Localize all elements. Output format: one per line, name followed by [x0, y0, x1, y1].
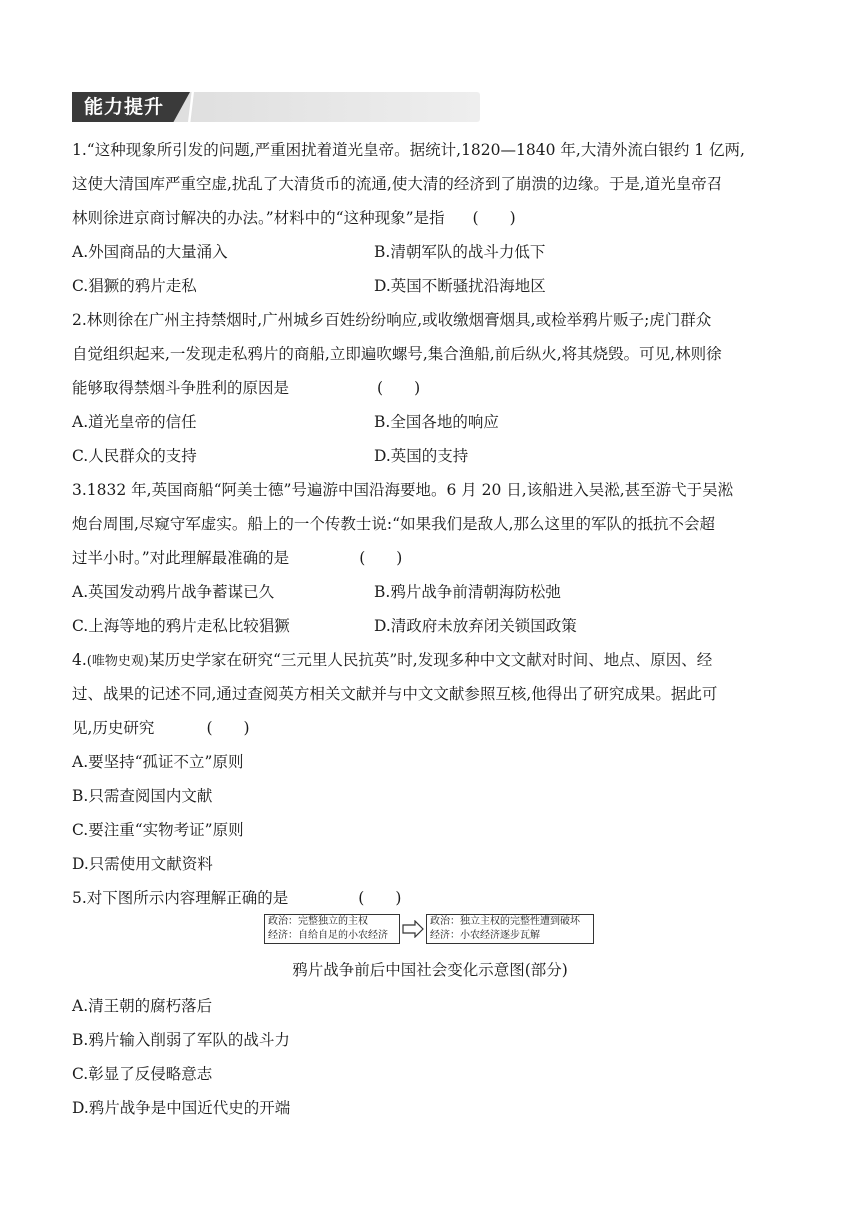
q4-option-a[interactable]: A.要坚持“孤证不立”原则 [72, 753, 244, 771]
q3-stem-line-3 [72, 548, 402, 568]
q4-stem-line-3 [72, 718, 250, 738]
q5-option-b[interactable]: B.鸦片输入削弱了军队的战斗力 [72, 1031, 290, 1049]
q2-stem-line-1: 2.林则徐在广州主持禁烟时,广州城乡百姓纷纷响应,或收缴烟膏烟具,或检举鸦片贩子;虎门群众 [72, 311, 712, 329]
section-title: 能力提升 [84, 96, 165, 118]
q4-number: 4. [72, 651, 87, 669]
q3-stem-line-2: 炮台周围,尽窥守军虚实。船上的一个传教士说:“如果我们是敌人,那么这里的军队的抵抗不会超 [72, 515, 716, 533]
q2-option-c[interactable]: C.人民群众的支持 [72, 447, 197, 465]
q2-option-d[interactable]: D.英国的支持 [374, 447, 469, 465]
q2-stem-text: 能够取得禁烟斗争胜利的原因是 [72, 379, 290, 397]
q1-option-b[interactable]: B.清朝军队的战斗力低下 [374, 243, 546, 261]
q3-option-c[interactable]: C.上海等地的鸦片走私比较猖獗 [72, 617, 290, 635]
q1-option-d[interactable]: D.英国不断骚扰沿海地区 [374, 277, 546, 295]
q1-option-c[interactable]: C.猖獗的鸦片走私 [72, 277, 197, 295]
q1-stem-line-2: 这使大清国库严重空虚,扰乱了大清货币的流通,使大清的经济到了崩溃的边缘。于是,道光皇帝召 [72, 175, 723, 193]
q1-option-a[interactable]: A.外国商品的大量涌入 [72, 243, 228, 261]
arrow-right-icon [402, 920, 424, 938]
q5-option-d[interactable]: D.鸦片战争是中国近代史的开端 [72, 1099, 291, 1117]
society-change-diagram [264, 914, 594, 946]
diagram-after-economy: 经济：小农经济逐步瓦解 [430, 930, 540, 941]
q4-stem-line-1 [72, 650, 712, 672]
q1-stem-text: 林则徐进京商讨解决的办法。”材料中的“这种现象”是指 [72, 209, 445, 227]
diagram-after-politics: 政治：独立主权的完整性遭到破坏 [430, 916, 580, 927]
q2-option-a[interactable]: A.道光皇帝的信任 [72, 413, 197, 431]
q2-stem-line-2: 自觉组织起来,一发现走私鸦片的商船,立即遍吹螺号,集合渔船,前后纵火,将其烧毁。可见,林则徐 [72, 345, 722, 363]
q5-stem-text: 5.对下图所示内容理解正确的是 [72, 889, 289, 907]
q4-stem-line-2: 过、战果的记述不同,通过查阅英方相关文献并与中文文献参照互核,他得出了研究成果。据此可 [72, 685, 718, 703]
q5-stem-line-1 [72, 888, 401, 908]
q1-stem-line-1: 1.“这种现象所引发的问题,严重困扰着道光皇帝。据统计,1820—1840 年,大清外流白银约 1 亿两, [72, 141, 745, 159]
q2-stem-line-3 [72, 378, 420, 398]
q5-option-a[interactable]: A.清王朝的腐朽落后 [72, 997, 213, 1015]
q4-tag: (唯物史观) [86, 654, 149, 669]
q5-answer-blank: ( ) [358, 889, 402, 907]
q1-stem-line-3 [72, 208, 516, 228]
q4-stem-text: 某历史学家在研究“三元里人民抗英”时,发现多种中文文献对时间、地点、原因、经 [148, 651, 713, 669]
diagram-before-economy: 经济：自给自足的小农经济 [268, 930, 388, 941]
q3-stem-line-1: 3.1832 年,英国商船“阿美士德”号遍游中国沿海要地。6 月 20 日,该船进入吴淞,甚至游弋于吴淞 [72, 481, 734, 499]
diagram-before-box [264, 914, 400, 944]
q5-option-c[interactable]: C.彰显了反侵略意志 [72, 1065, 213, 1083]
q4-option-b[interactable]: B.只需查阅国内文献 [72, 787, 213, 805]
q3-answer-blank: ( ) [359, 549, 403, 567]
diagram-after-box [426, 914, 594, 944]
diagram-caption: 鸦片战争前后中国社会变化示意图(部分) [292, 961, 568, 979]
q3-option-b[interactable]: B.鸦片战争前清朝海防松弛 [374, 583, 561, 601]
q1-answer-blank: ( ) [472, 209, 516, 227]
q3-stem-text: 过半小时。”对此理解最准确的是 [72, 549, 290, 567]
q3-option-d[interactable]: D.清政府未放弃闭关锁国政策 [374, 617, 577, 635]
q2-answer-blank: ( ) [377, 379, 421, 397]
q2-option-b[interactable]: B.全国各地的响应 [374, 413, 499, 431]
q4-stem-text-end: 见,历史研究 [72, 719, 155, 737]
section-header [72, 92, 480, 122]
q4-answer-blank: ( ) [206, 719, 250, 737]
diagram-before-politics: 政治：完整独立的主权 [268, 916, 368, 927]
q4-option-d[interactable]: D.只需使用文献资料 [72, 855, 213, 873]
q3-option-a[interactable]: A.英国发动鸦片战争蓄谋已久 [72, 583, 275, 601]
q4-option-c[interactable]: C.要注重“实物考证”原则 [72, 821, 244, 839]
